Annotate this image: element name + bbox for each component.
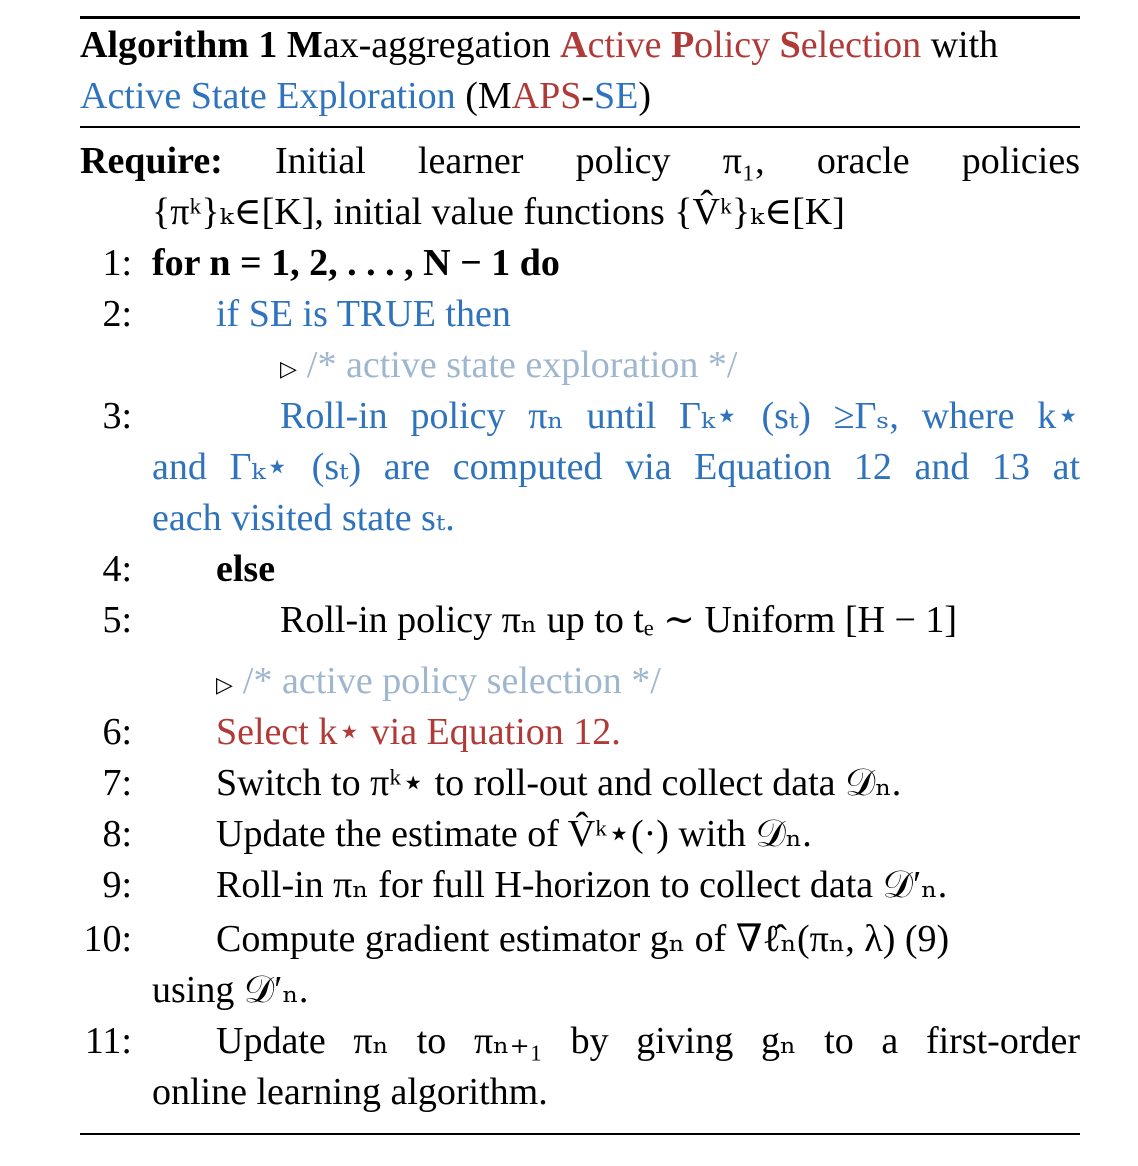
header-rule bbox=[80, 126, 1080, 128]
step-line-cont: using 𝒟′ₙ. bbox=[152, 969, 309, 1011]
comment-line: ▷ /* active state exploration */ bbox=[80, 340, 1080, 391]
step-line: 8: Update the estimate of V̂ᵏ⋆(·) with 𝒟ₙ. bbox=[102, 813, 812, 855]
step-line-cont: online learning algorithm. bbox=[152, 1071, 548, 1113]
step-line: 1: for n = 1, 2, . . . , N − 1 do bbox=[102, 242, 560, 284]
step-line: 4: else bbox=[102, 548, 276, 590]
step-line: 2: if SE is TRUE then bbox=[102, 293, 511, 335]
comment-line: ▷ /* active policy selection */ bbox=[80, 656, 1080, 707]
step-line: 11: Update πₙ to πₙ₊₁ by giving gₙ to a first-order bbox=[84, 1020, 1080, 1062]
step-line: 3: Roll-in policy πₙ until Γₖ⋆ (sₜ) ≥Γₛ, where k⋆ bbox=[102, 395, 1080, 437]
bottom-rule bbox=[80, 1133, 1080, 1135]
require-line-1: Require: Initial learner policy π₁, oracle policies bbox=[80, 140, 1080, 182]
step-line: 10: Compute gradient estimator gₙ of ∇ℓ̂ₙ(πₙ, λ) (9) bbox=[83, 918, 950, 960]
comment-triangle-icon: ▷ bbox=[216, 671, 233, 697]
step-line: 9: Roll-in πₙ for full H-horizon to collect data 𝒟′ₙ. bbox=[102, 864, 948, 906]
step-line-cont: and Γₖ⋆ (sₜ) are computed via Equation 12 and 13 at bbox=[152, 446, 1080, 488]
top-rule bbox=[80, 16, 1080, 19]
comment-triangle-icon: ▷ bbox=[280, 355, 297, 381]
step-line: 6: Select k⋆ via Equation 12. bbox=[102, 711, 621, 753]
step-line: 7: Switch to πᵏ⋆ to roll-out and collect data 𝒟ₙ. bbox=[102, 762, 902, 804]
algorithm-label: Algorithm 1 bbox=[80, 24, 278, 66]
algorithm-title: Algorithm 1 Max-aggregation Active Policy Selection with Active State Exploration (MAPS-SE) bbox=[80, 24, 999, 117]
require-line-2: {πᵏ}ₖ∈[K], initial value functions {V̂ᵏ}ₖ∈[K] bbox=[152, 191, 845, 233]
title-ase: Active State Exploration bbox=[80, 75, 456, 117]
step-line-cont: each visited state sₜ. bbox=[152, 497, 455, 539]
step-line: 5: Roll-in policy πₙ up to tₑ ∼ Uniform [H − 1] bbox=[102, 599, 958, 641]
